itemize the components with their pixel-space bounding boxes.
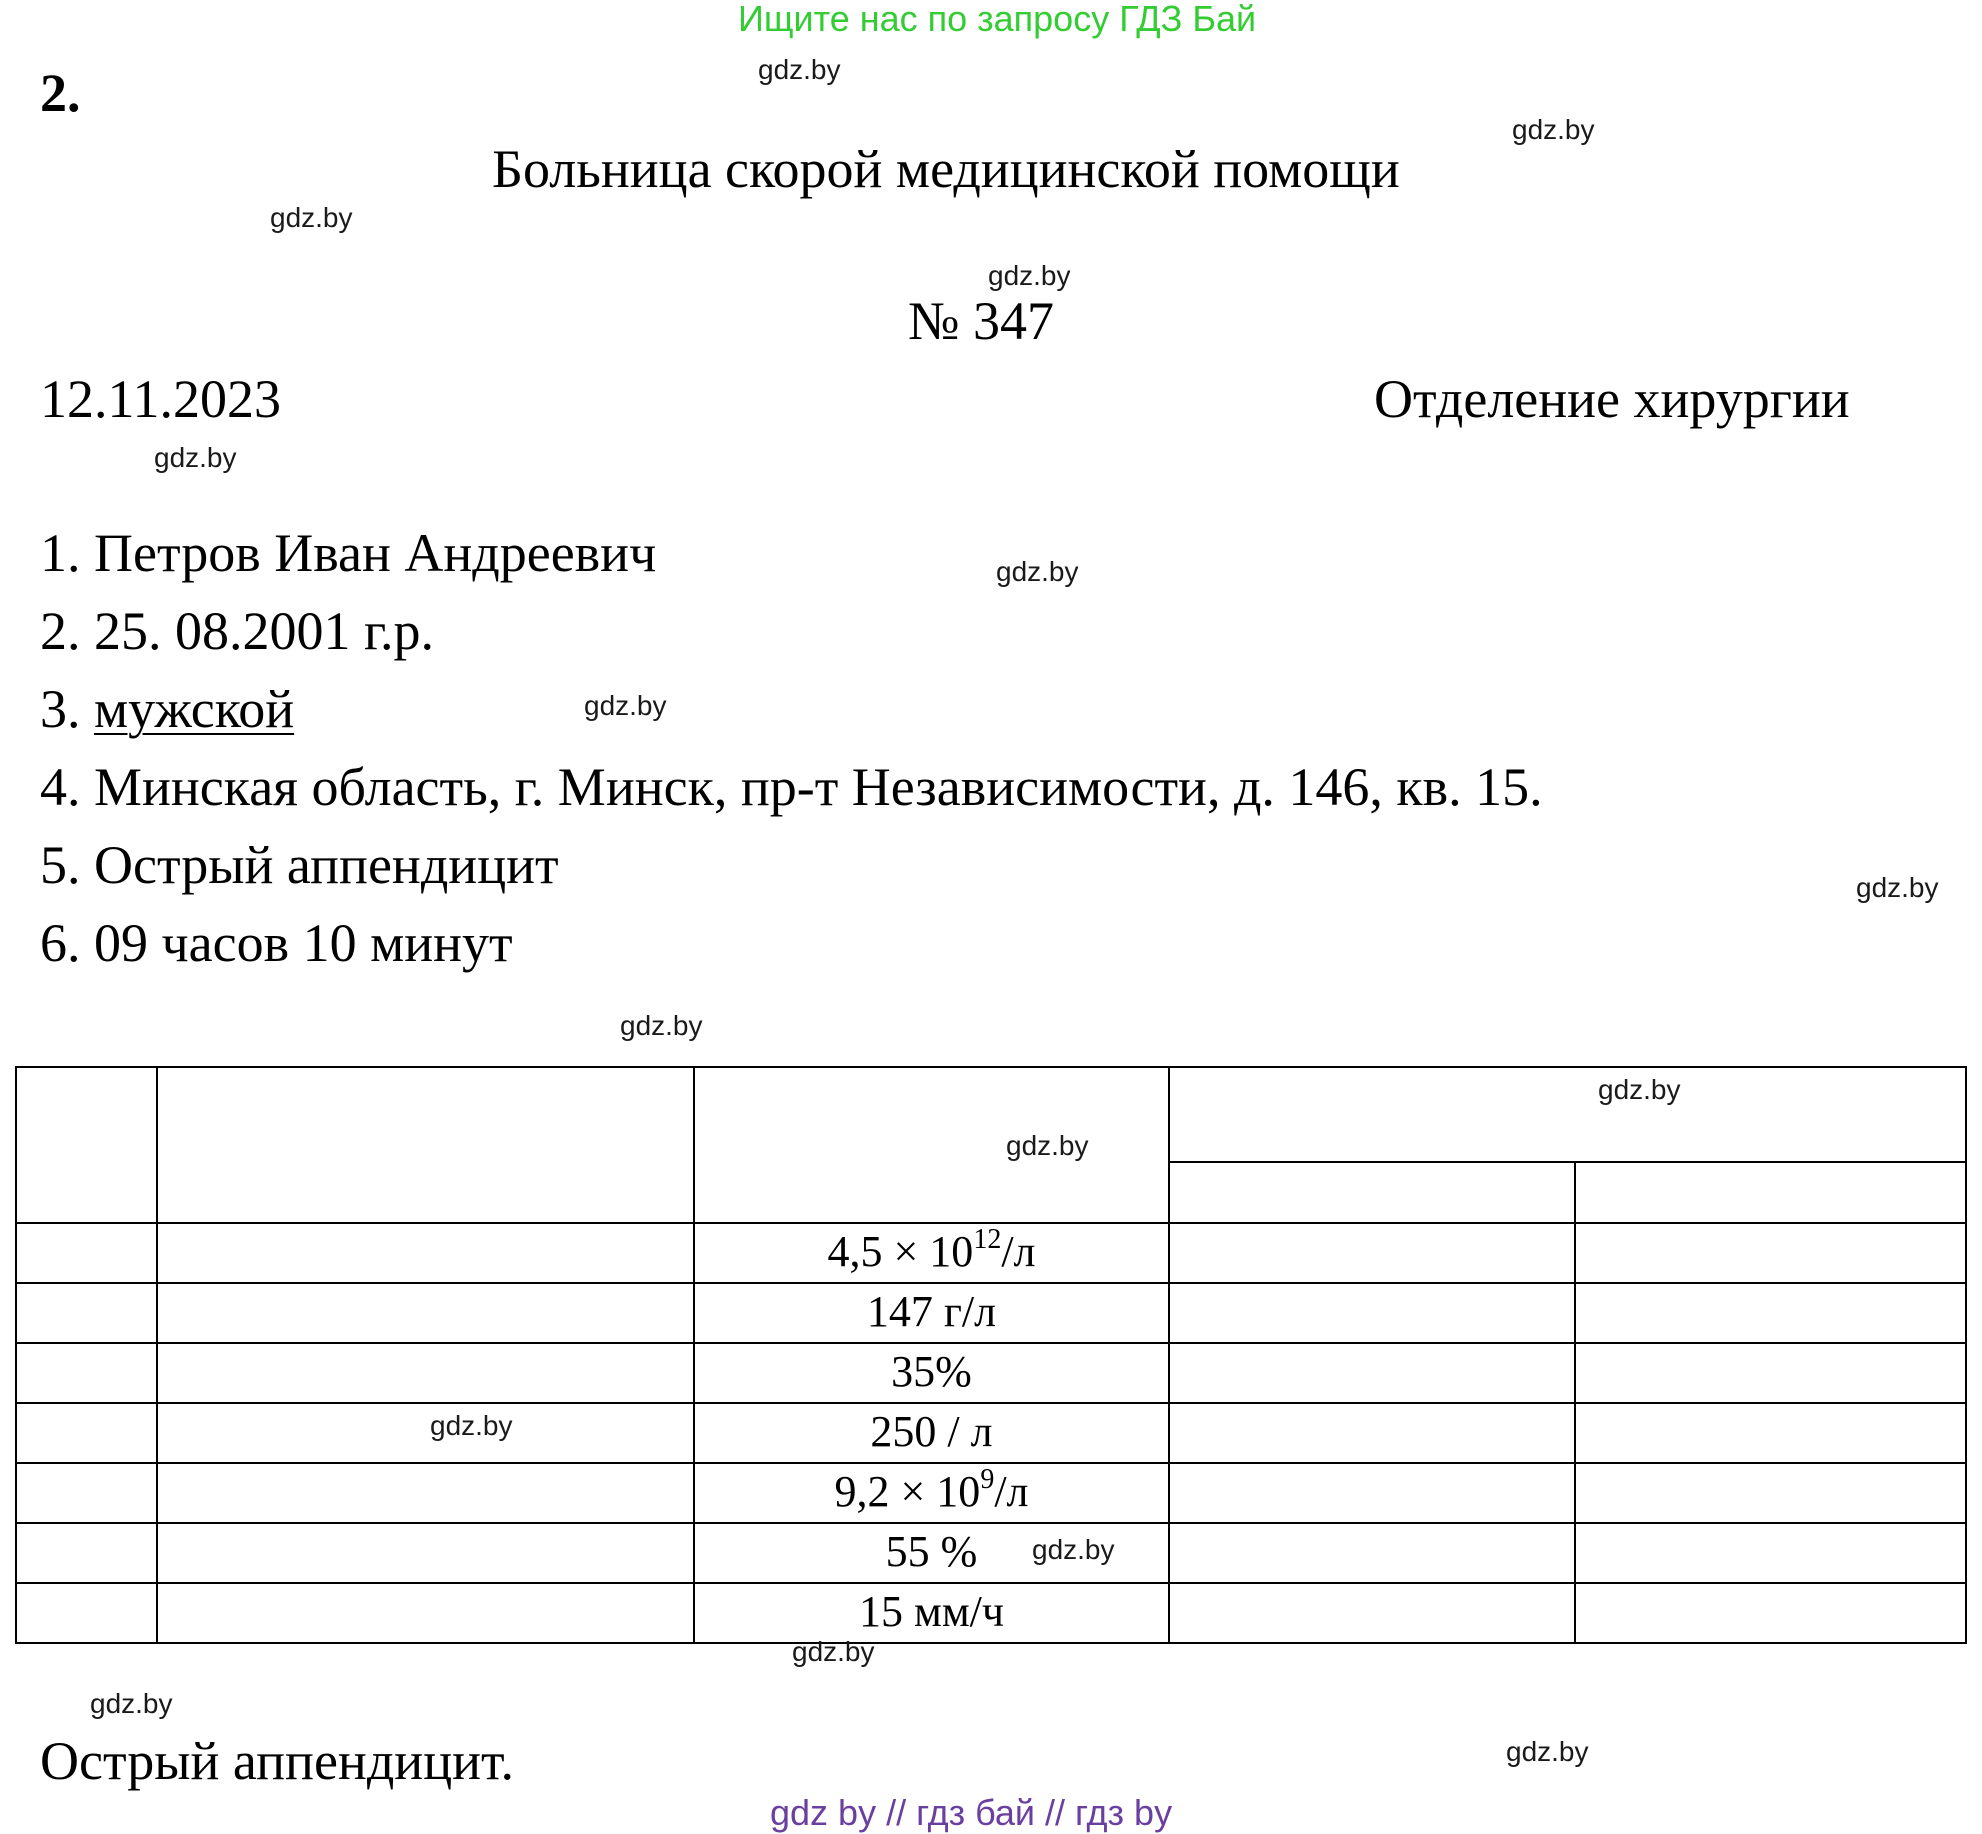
table-row-line bbox=[15, 1282, 1967, 1284]
document-number: № 347 bbox=[908, 291, 1055, 351]
diagnosis: Острый аппендицит bbox=[94, 835, 559, 895]
watermark: gdz.by bbox=[1032, 1534, 1115, 1565]
address: Минская область, г. Минск, пр-т Независимости, д. 146, кв. 15. bbox=[94, 757, 1543, 817]
table-border-right bbox=[1965, 1066, 1967, 1644]
hospital-name: Больница скорой медицинской помощи bbox=[492, 139, 1400, 199]
task-number: 2. bbox=[40, 63, 81, 123]
document-date: 12.11.2023 bbox=[40, 369, 281, 429]
item-3 bbox=[40, 678, 294, 740]
birth-date: 25. 08.2001 г.р. bbox=[94, 601, 435, 661]
table-row-line bbox=[15, 1522, 1967, 1524]
table-border-top bbox=[15, 1066, 1967, 1068]
watermark: gdz.by bbox=[1006, 1130, 1089, 1161]
table-row-line bbox=[15, 1402, 1967, 1404]
item-number: 5. bbox=[40, 835, 81, 895]
department-name: Отделение хирургии bbox=[1374, 369, 1850, 429]
table-value-cell: 55 % bbox=[885, 1527, 978, 1576]
watermark: gdz.by bbox=[988, 260, 1071, 291]
item-number: 2. bbox=[40, 601, 81, 661]
table-value-cell: 250 / л bbox=[870, 1407, 993, 1456]
table-col-line bbox=[1168, 1066, 1170, 1644]
table-value-cell: $4,5 \times 10^{12}/л$ bbox=[827, 1224, 1036, 1276]
table-col-line bbox=[156, 1066, 158, 1644]
patient-name: Петров Иван Андреевич bbox=[94, 523, 657, 583]
watermark: gdz.by bbox=[1856, 872, 1939, 903]
table-border-left bbox=[15, 1066, 17, 1644]
watermark: gdz.by bbox=[758, 54, 841, 85]
item-number: 3. bbox=[40, 679, 81, 739]
watermark: gdz.by bbox=[1506, 1736, 1589, 1767]
item-6 bbox=[40, 912, 513, 974]
watermark: gdz.by bbox=[270, 202, 353, 233]
top-banner[interactable]: Ищите нас по запросу ГДЗ Бай bbox=[738, 0, 1257, 39]
table-header-subline bbox=[1168, 1161, 1967, 1163]
gender: мужской bbox=[94, 679, 295, 739]
table-border-bottom bbox=[15, 1642, 1967, 1644]
watermark: gdz.by bbox=[792, 1636, 875, 1667]
watermark: gdz.by bbox=[584, 690, 667, 721]
watermark: gdz.by bbox=[154, 442, 237, 473]
item-4 bbox=[40, 756, 1543, 818]
admission-time: 09 часов 10 минут bbox=[94, 913, 513, 973]
watermark: gdz.by bbox=[996, 556, 1079, 587]
watermark: gdz.by bbox=[1598, 1074, 1681, 1105]
item-5 bbox=[40, 834, 559, 896]
conclusion: Острый аппендицит. bbox=[40, 1731, 515, 1791]
item-1 bbox=[40, 522, 656, 584]
watermark: gdz.by bbox=[430, 1410, 513, 1441]
table-value-cell: 147 г/л bbox=[866, 1287, 997, 1336]
item-number: 1. bbox=[40, 523, 81, 583]
table-row-line bbox=[15, 1582, 1967, 1584]
table-value-cell: $9,2 \times 10^9/л$ bbox=[834, 1464, 1029, 1516]
bottom-banner[interactable]: gdz by // гдз бай // гдз by bbox=[770, 1792, 1173, 1833]
item-number: 6. bbox=[40, 913, 81, 973]
watermark: gdz.by bbox=[1512, 114, 1595, 145]
table-value-cell: 15 мм/ч bbox=[858, 1587, 1005, 1636]
item-2 bbox=[40, 600, 434, 662]
item-number: 4. bbox=[40, 757, 81, 817]
table-row-line bbox=[15, 1342, 1967, 1344]
table-value-cell: 35% bbox=[891, 1347, 972, 1396]
watermark: gdz.by bbox=[90, 1688, 173, 1719]
watermark: gdz.by bbox=[620, 1010, 703, 1041]
